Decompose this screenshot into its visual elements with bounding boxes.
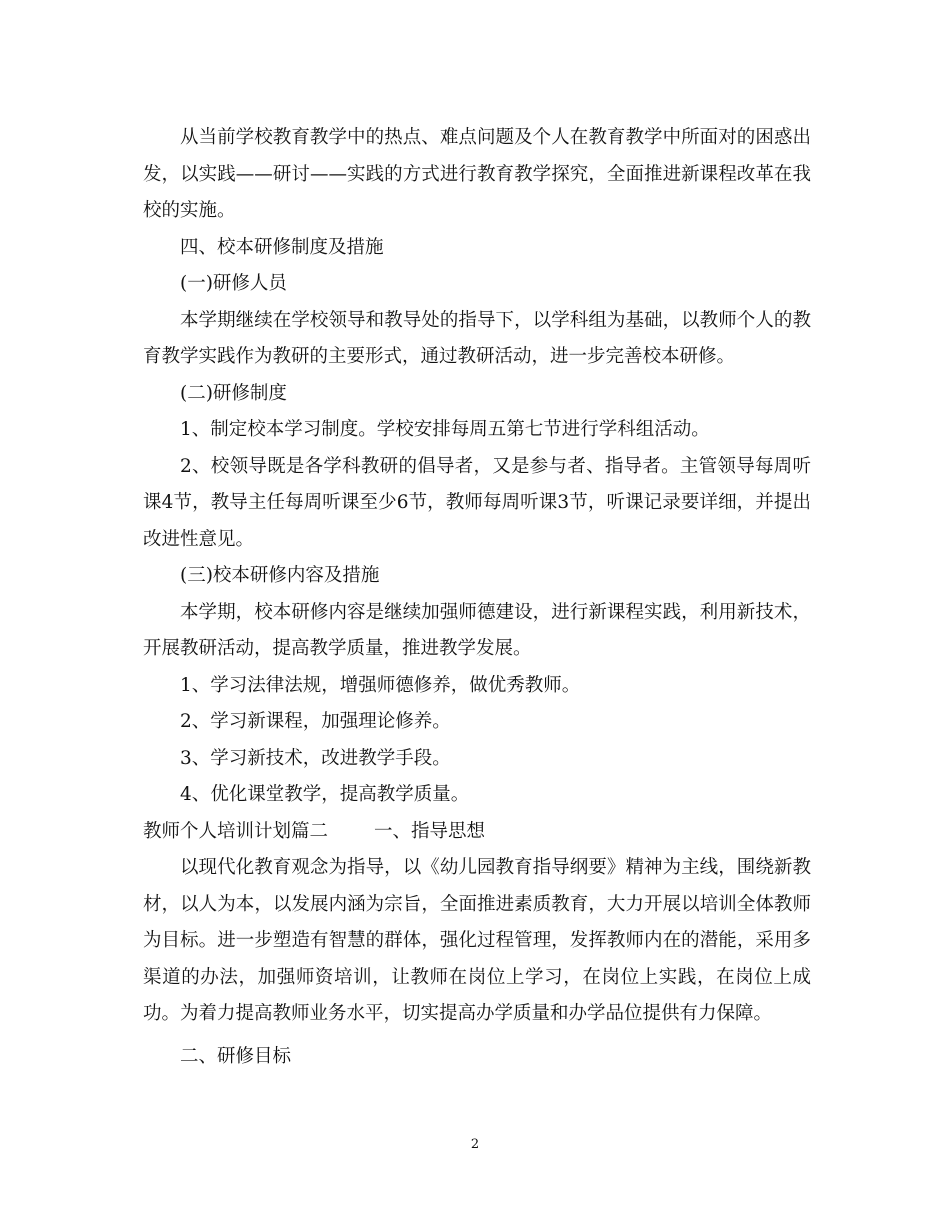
paragraph: 本学期继续在学校领导和教导处的指导下，以学科组为基础，以教师个人的教育教学实践作为教研的主要形式，通过教研活动，进一步完善校本研修。 <box>143 309 811 367</box>
list-item: 1、学习法律法规，增强师德修养，做优秀教师。 <box>180 674 581 696</box>
paragraph: 本学期，校本研修内容是继续加强师德建设，进行新课程实践，利用新技术，开展教研活动，提高教学质量，推进教学发展。 <box>143 601 811 659</box>
guiding-ideology-heading: 一、指导思想 <box>374 820 486 842</box>
paragraph: 以现代化教育观念为指导，以《幼儿园教育指导纲要》精神为主线，围绕新教材，以人为本，以发展内涵为宗旨，全面推进素质教育，大力开展以培训全体教师为目标。进一步塑造有智慧的群体，强化过程管理，发挥教师内在的潜能，采用多渠道的办法，加强师资培训，让教师在岗位上学习，在岗位上实践，在岗位上成功。为着力提高教师业务水平，切实提高办学质量和办学品位提供有力保障。 <box>143 857 811 1024</box>
subsection-heading: (三)校本研修内容及措施 <box>180 565 380 586</box>
list-item: 1、制定校本学习制度。学校安排每周五第七节进行学科组活动。 <box>180 419 710 440</box>
paragraph: 从当前学校教育教学中的热点、难点问题及个人在教育教学中所面对的困惑出发，以实践——研讨——实践的方式进行教育教学探究，全面推进新课程改革在我校的实施。 <box>143 127 811 221</box>
list-item: 2、学习新课程，加强理论修养。 <box>180 711 451 732</box>
section-title-line <box>143 814 811 851</box>
subsection-heading: (二)研修制度 <box>180 382 287 404</box>
document-section-title: 教师个人培训计划篇二 <box>143 820 329 842</box>
document-body <box>143 120 811 1075</box>
list-item: 3、学习新技术，改进教学手段。 <box>180 747 451 769</box>
subsection-heading: (一)研修人员 <box>180 273 287 294</box>
list-item: 4、优化课堂教学，提高教学质量。 <box>180 784 470 805</box>
section-heading: 四、校本研修制度及措施 <box>180 236 384 258</box>
list-item: 2、校领导既是各学科教研的倡导者，又是参与者、指导者。主管领导每周听课4节，教导主任每周听课至少6节，教师每周听课3节，听课记录要详细，并提出改进性意见。 <box>143 455 811 550</box>
section-heading: 二、研修目标 <box>180 1045 292 1067</box>
page-number: 2 <box>470 1137 480 1152</box>
